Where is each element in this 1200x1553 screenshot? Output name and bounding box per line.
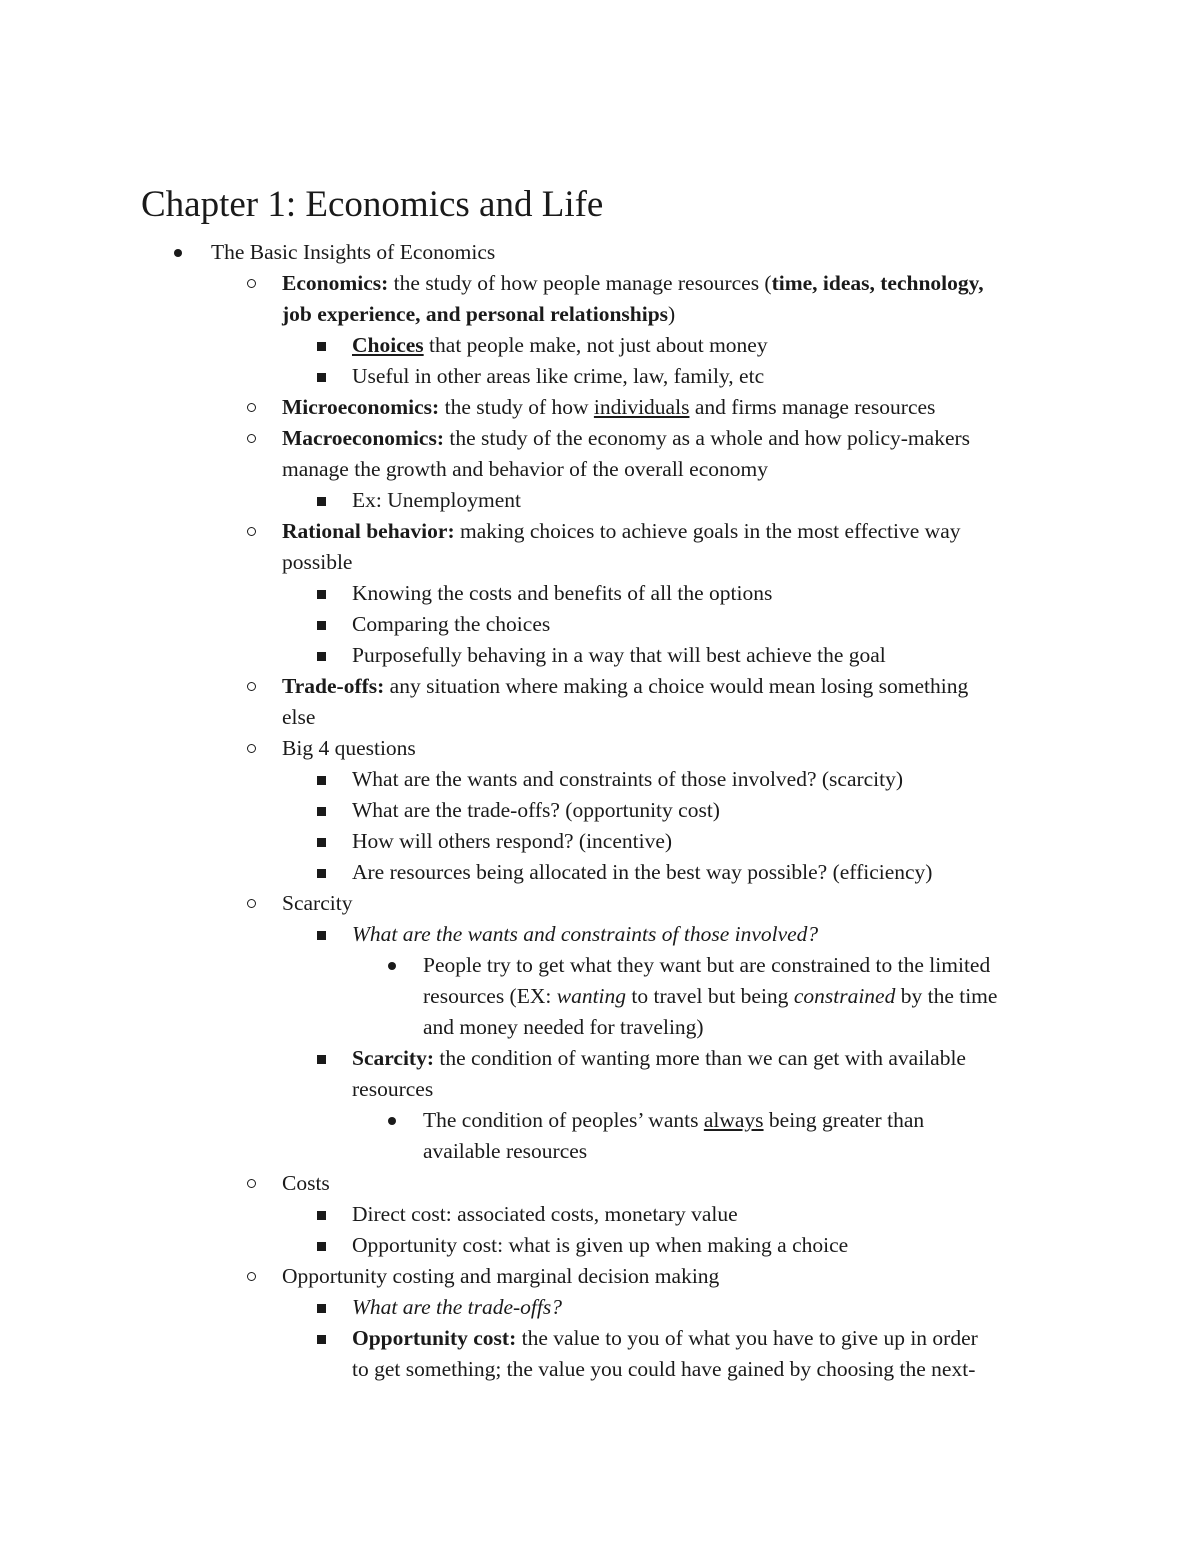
term-bold: Opportunity cost: — [352, 1326, 517, 1350]
term-bold: Macroeconomics: — [282, 426, 444, 450]
list-item-text — [282, 423, 970, 454]
list-item-text — [352, 1323, 978, 1354]
bullet-dot-icon — [174, 249, 182, 257]
text-run: that people make, not just about money — [423, 333, 768, 357]
list-item-text: else — [282, 705, 316, 729]
bullet-square-icon — [317, 1304, 326, 1313]
text-run: The condition of peoples’ wants — [423, 1108, 704, 1132]
list-item-text — [282, 516, 961, 547]
text-run: the study of how — [439, 395, 594, 419]
bullet-square-icon — [317, 373, 326, 382]
list-item-text: Scarcity — [282, 891, 353, 915]
bullet-circle-icon — [247, 682, 256, 691]
italic-question: What are the wants and constraints of those involved? — [352, 922, 819, 946]
text-run: the value to you of what you have to give up in order — [516, 1326, 978, 1350]
list-item-text — [282, 268, 984, 299]
italic-question: What are the trade-offs? — [352, 1295, 562, 1319]
list-item-text — [352, 1292, 562, 1323]
list-item-text: to get something; the value you could have gained by choosing the next- — [352, 1357, 976, 1381]
list-item-text — [352, 1043, 966, 1074]
term-bold: Rational behavior: — [282, 519, 455, 543]
text-run: to travel but being — [626, 984, 794, 1008]
term-bold: Trade-offs: — [282, 674, 385, 698]
list-item-text: Comparing the choices — [352, 612, 551, 636]
bullet-dot-icon — [388, 962, 396, 970]
bullet-circle-icon — [247, 279, 256, 288]
text-run: any situation where making a choice would mean losing something — [384, 674, 969, 698]
list-item-text: What are the wants and constraints of those involved? (scarcity) — [352, 767, 904, 791]
list-item-text — [352, 330, 768, 361]
bullet-square-icon — [317, 590, 326, 599]
text-run: making choices to achieve goals in the most effective way — [454, 519, 961, 543]
term-bold: time, ideas, technology, — [771, 271, 984, 295]
page-title: Chapter 1: Economics and Life — [141, 184, 604, 225]
bullet-square-icon — [317, 621, 326, 630]
list-item-text — [423, 1105, 924, 1136]
text-run: and firms manage resources — [689, 395, 936, 419]
text-run: resources (EX: — [423, 984, 557, 1008]
italic-word: wanting — [556, 984, 627, 1008]
bullet-square-icon — [317, 342, 326, 351]
bullet-dot-icon — [388, 1117, 396, 1125]
bullet-circle-icon — [247, 744, 256, 753]
bullet-circle-icon — [247, 899, 256, 908]
bullet-circle-icon — [247, 527, 256, 536]
list-item-text — [282, 671, 968, 702]
list-item-text: Opportunity cost: what is given up when making a choice — [352, 1233, 849, 1257]
text-run: the study of how people manage resources ( — [388, 271, 772, 295]
list-item-text: manage the growth and behavior of the overall economy — [282, 457, 768, 481]
list-item-text: and money needed for traveling) — [423, 1015, 704, 1039]
list-item-text — [282, 392, 935, 423]
list-item-text: possible — [282, 550, 353, 574]
list-item-text: Costs — [282, 1171, 330, 1195]
list-item-text: available resources — [423, 1139, 588, 1163]
term-bold: job experience, and personal relationships — [282, 302, 669, 326]
bullet-circle-icon — [247, 403, 256, 412]
list-item-text: Big 4 questions — [282, 736, 416, 760]
bullet-circle-icon — [247, 434, 256, 443]
list-item-text: Knowing the costs and benefits of all the options — [352, 581, 773, 605]
list-item-text: The Basic Insights of Economics — [211, 240, 496, 264]
list-item-text: Opportunity costing and marginal decision making — [282, 1264, 720, 1288]
term-bold: Microeconomics: — [282, 395, 440, 419]
bullet-square-icon — [317, 931, 326, 940]
list-item-text — [423, 981, 997, 1012]
bullet-square-icon — [317, 1055, 326, 1064]
text-run: the study of the economy as a whole and how policy-makers — [444, 426, 971, 450]
bullet-square-icon — [317, 776, 326, 785]
bullet-square-icon — [317, 497, 326, 506]
underlined-word: always — [703, 1108, 764, 1132]
list-item-text — [352, 919, 818, 950]
term-bold: Economics: — [282, 271, 389, 295]
list-item-text — [282, 299, 675, 330]
bullet-square-icon — [317, 807, 326, 816]
bullet-square-icon — [317, 1242, 326, 1251]
bullet-circle-icon — [247, 1179, 256, 1188]
list-item-text: Direct cost: associated costs, monetary value — [352, 1202, 738, 1226]
bullet-square-icon — [317, 652, 326, 661]
term-bold-underlined: Choices — [352, 333, 424, 357]
italic-word: constrained — [793, 984, 896, 1008]
list-item-text: Purposefully behaving in a way that will best achieve the goal — [352, 643, 886, 667]
underlined-word: individuals — [593, 395, 690, 419]
list-item-text: resources — [352, 1077, 434, 1101]
term-bold: Scarcity: — [352, 1046, 434, 1070]
bullet-square-icon — [317, 1335, 326, 1344]
text-run: being greater than — [763, 1108, 925, 1132]
bullet-square-icon — [317, 869, 326, 878]
list-item-text: Useful in other areas like crime, law, family, etc — [352, 364, 765, 388]
list-item-text: Are resources being allocated in the best way possible? (efficiency) — [352, 860, 933, 884]
bullet-square-icon — [317, 838, 326, 847]
text-run: the condition of wanting more than we can get with available — [434, 1046, 966, 1070]
list-item-text: How will others respond? (incentive) — [352, 829, 673, 853]
bullet-circle-icon — [247, 1272, 256, 1281]
text-run: by the time — [895, 984, 998, 1008]
list-item-text: Ex: Unemployment — [352, 488, 521, 512]
list-item-text: What are the trade-offs? (opportunity cost) — [352, 798, 720, 822]
list-item-text: People try to get what they want but are constrained to the limited — [423, 953, 991, 977]
bullet-square-icon — [317, 1211, 326, 1220]
text-run: ) — [668, 302, 676, 326]
